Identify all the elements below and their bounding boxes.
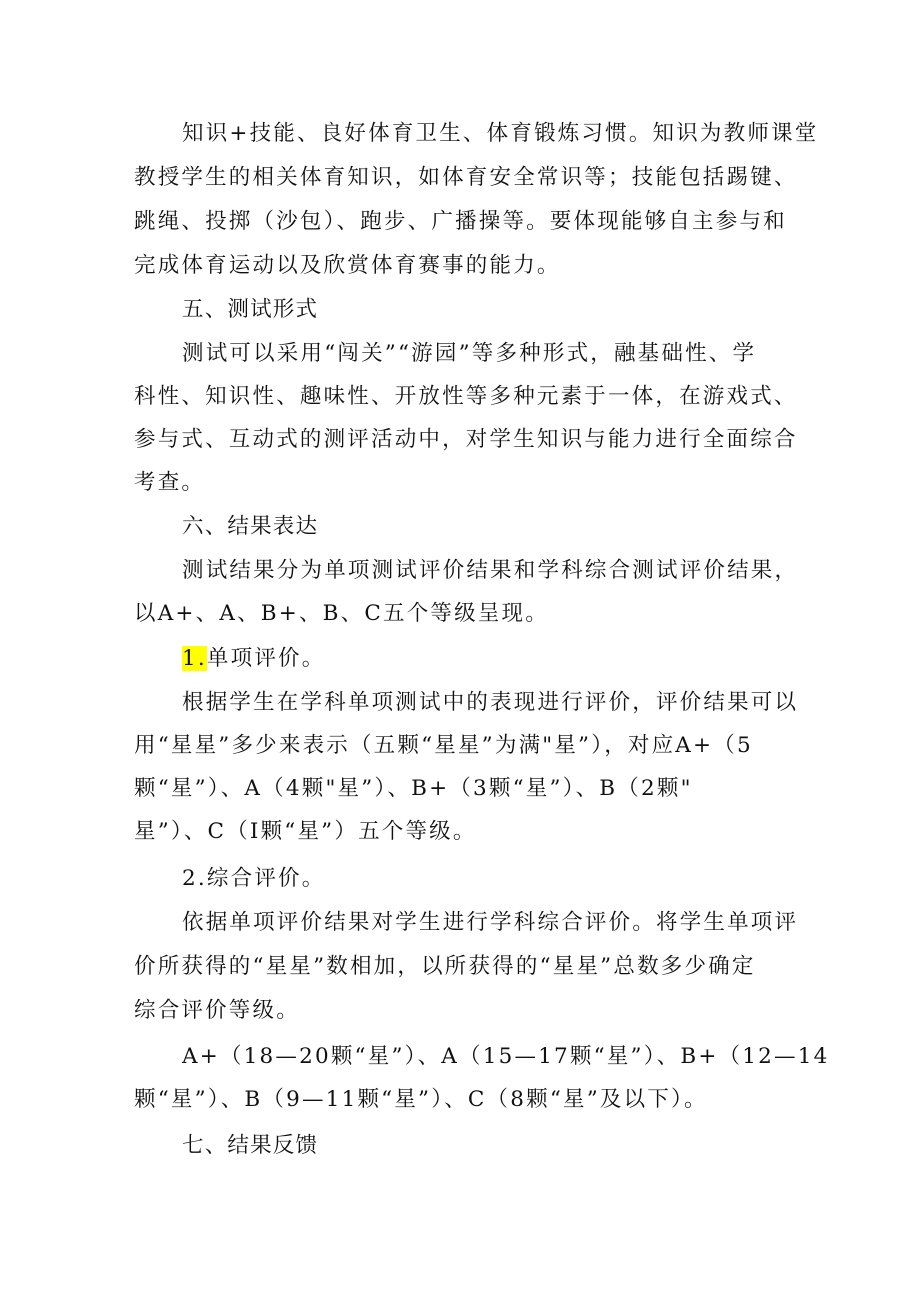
section-heading-result-feedback: 七、结果反馈 <box>182 1133 319 1158</box>
paragraph-line: 考查。 <box>134 470 206 495</box>
paragraph-line: 参与式、互动式的测评活动中，对学生知识与能力进行全面综合 <box>134 427 798 452</box>
paragraph-line: 以A+、A、B+、B、C五个等级呈现。 <box>134 601 549 626</box>
paragraph-line: 综合评价等级。 <box>134 998 300 1023</box>
section-heading-test-form: 五、测试形式 <box>182 297 319 322</box>
paragraph-line: 测试结果分为单项测试评价结果和学科综合测试评价结果， <box>182 558 799 583</box>
subheading-single-evaluation <box>182 644 794 674</box>
paragraph-line: 教授学生的相关体育知识，如体育安全常识等；技能包括踢键、 <box>134 165 798 190</box>
paragraph-line: 星”）、C（I颗“星”）五个等级。 <box>134 819 477 844</box>
paragraph-line: 颗“星”）、A（4颗"星”）、B+（3颗“星”）、B（2颗" <box>134 776 693 801</box>
grade-line: A+（18—20颗“星”）、A（15—17颗“星”）、B+（12—14 <box>182 1044 830 1069</box>
paragraph-line: 知识+技能、良好体育卫生、体育锻炼习惯。知识为教师课堂 <box>182 121 819 146</box>
paragraph-line: 用“星星”多少来表示（五颗“星星”为满"星”），对应A+（5 <box>134 733 753 758</box>
paragraph-line: 完成体育运动以及欣赏体育赛事的能力。 <box>134 253 561 278</box>
paragraph-line: 科性、知识性、趣味性、开放性等多种元素于一体，在游戏式、 <box>134 384 798 409</box>
subheading-title: 单项评价。 <box>206 646 326 671</box>
subheading-comprehensive-evaluation: 2.综合评价。 <box>182 866 326 891</box>
paragraph-line: 价所获得的“星星”数相加，以所获得的“星星”总数多少确定 <box>134 954 756 979</box>
paragraph-line: 跳绳、投掷（沙包）、跑步、广播操等。要体现能够自主参与和 <box>134 209 787 234</box>
paragraph-line: 根据学生在学科单项测试中的表现进行评价，评价结果可以 <box>182 690 799 715</box>
highlighted-item-number: 1. <box>182 646 207 671</box>
grade-line: 颗“星”）、B（9—11颗“星”）、C（8颗“星”及以下）。 <box>134 1087 708 1112</box>
paragraph-line: 测试可以采用“闯关”“游园”等多种形式，融基础性、学 <box>182 341 757 366</box>
paragraph-line: 依据单项评价结果对学生进行学科综合评价。将学生单项评 <box>182 910 799 935</box>
section-heading-result-expression: 六、结果表达 <box>182 514 319 539</box>
